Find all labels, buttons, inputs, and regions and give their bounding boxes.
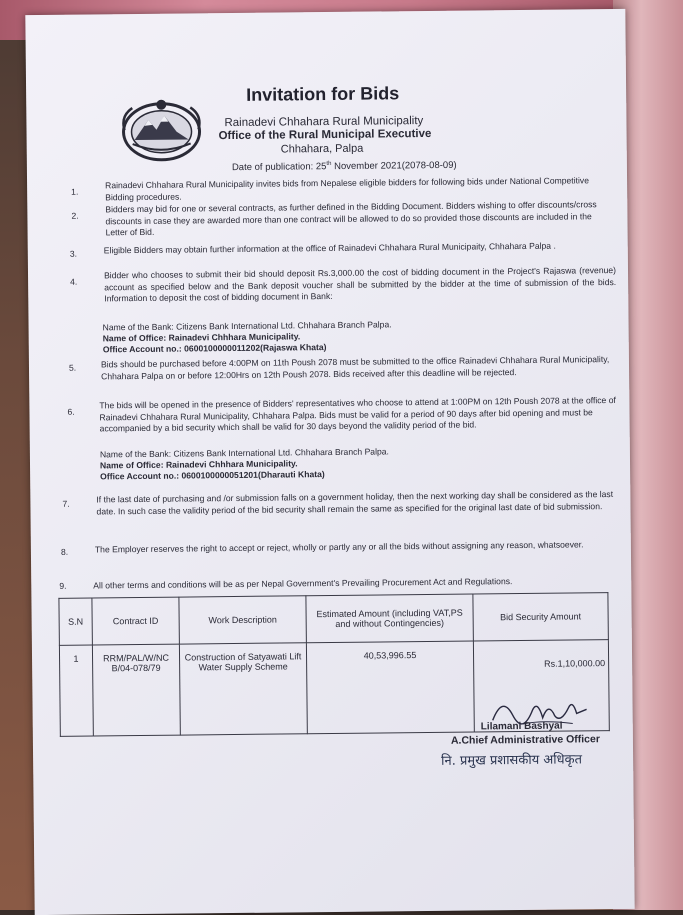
column-header: S.N bbox=[59, 598, 92, 645]
column-header: Bid Security Amount bbox=[473, 593, 608, 641]
bank-office-name: Name of Office: Rainadevi Chhhara Municipality. bbox=[99, 458, 298, 471]
column-header: Estimated Amount (including VAT,PS and without Contingencies) bbox=[306, 594, 473, 643]
clause-text: Eligible Bidders may obtain further information at the office of Rainadevi Chhahara Rural Municipaity, Chhahara Palpa . bbox=[103, 240, 556, 256]
signatory-name: Lilamani Bashyal bbox=[480, 720, 563, 733]
cell-work-description: Construction of Satyawati Lift Water Supply Scheme bbox=[179, 643, 307, 735]
office-name: Office of the Rural Municipal Executive bbox=[218, 127, 432, 143]
clause-text: If the last date of purchasing and /or submission falls on a government holiday, then the next working day shall be considered as the last date. In such case the validity period of the bid security shall remain the same as specified for the original last date of bid submission. bbox=[96, 489, 614, 517]
clause-text: The Employer reserves the right to accept or reject, wholly or partly any or all the bids without assigning any reason, whatsoever. bbox=[94, 539, 584, 555]
column-header: Work Description bbox=[179, 596, 306, 644]
clause-number: 3. bbox=[69, 248, 78, 259]
office-location: Chhahara, Palpa bbox=[280, 142, 364, 156]
cell-contract-id: RRM/PAL/W/NC B/04-078/79 bbox=[92, 644, 180, 736]
organization-name: Rainadevi Chhahara Rural Municipality bbox=[224, 115, 424, 130]
bank-office-name: Name of Office: Rainadevi Chhhara Municipality. bbox=[102, 331, 301, 344]
clause-number: 5. bbox=[68, 362, 77, 373]
clause-text: The bids will be opened in the presence of Bidders' representatives who choose to attend at 1:00PM on 12th Poush 2078 at the office of Rainadevi Chhahara Rural Municipality, Chhahara Palpa. Bids must be valid for a period of 90 days after bid opening and must be accompanied by a bid security which shall be valid for 30 days beyond the validity period of the bid. bbox=[99, 395, 616, 434]
document-sheet bbox=[25, 9, 634, 915]
clause-text: Rainadevi Chhahara Rural Municipality invites bids from Nepalese eligible bidders for following bids under National Competitive Bidding procedures. bbox=[105, 175, 590, 202]
clause-text: All other terms and conditions will be as per Nepal Government's Prevailing Procurement Act and Regulations. bbox=[93, 576, 513, 591]
clause-number: 1. bbox=[71, 186, 79, 197]
publication-date: Date of publication: 25th November 2021(2078-08-09) bbox=[231, 159, 457, 174]
clause-number: 2. bbox=[71, 210, 79, 221]
clause-number: 9. bbox=[59, 580, 67, 591]
official-stamp: नि. प्रमुख प्रशासकीय अधिकृत bbox=[441, 752, 583, 769]
bank-account-dharauti: Office Account no.: 0600100000051201(Dharauti Khata) bbox=[100, 469, 325, 482]
clause-text: Bidders may bid for one or several contracts, as further defined in the Bidding Document. Bidders wishing to offer discounts/cross discounts in case they are awarded more than one contract will be allowed to do so provided those discounts are included in the Letter of Bid. bbox=[105, 199, 597, 238]
cell-sn: 1 bbox=[59, 645, 93, 736]
nepal-emblem-icon bbox=[118, 95, 205, 164]
column-header: Contract ID bbox=[92, 597, 179, 645]
cell-bid-security: Rs.1,10,000.00 bbox=[473, 640, 609, 732]
clause-number: 8. bbox=[60, 546, 69, 557]
clause-number: 6. bbox=[67, 406, 75, 417]
clause-text: Bids should be purchased before 4:00PM on 11th Poush 2078 must be submitted to the office Rainadevi Chhahara Rural Municipality, Chhahara Palpa on or before 12:00Hrs on 12th Poush 2078. Bids received after this deadline will be rejected. bbox=[100, 354, 610, 381]
bank-account-rajaswa: Office Account no.: 0600100000011202(Rajaswa Khata) bbox=[102, 342, 327, 355]
bank-name: Name of the Bank: Citizens Bank International Ltd. Chhahara Branch Palpa. bbox=[102, 319, 392, 333]
clause-text: Bidder who chooses to submit their bid should deposit Rs.3,000.00 the cost of bidding document in the Project's Rajaswa (revenue) account as specified below and the Bank deposit voucher shall be submitted by the bidder at the time of submission of the bids. Information to deposit the cost of bidding document in Bank: bbox=[103, 264, 617, 304]
clause-number: 4. bbox=[70, 276, 78, 287]
table-header-row bbox=[59, 593, 608, 646]
cell-estimated-amount: 40,53,996.55 bbox=[306, 641, 474, 734]
page-title: Invitation for Bids bbox=[246, 83, 400, 105]
bank-name: Name of the Bank: Citizens Bank International Ltd. Chhahara Branch Palpa. bbox=[99, 446, 389, 460]
clause-number: 7. bbox=[62, 498, 70, 509]
signatory-designation: A.Chief Administrative Officer bbox=[450, 733, 600, 747]
